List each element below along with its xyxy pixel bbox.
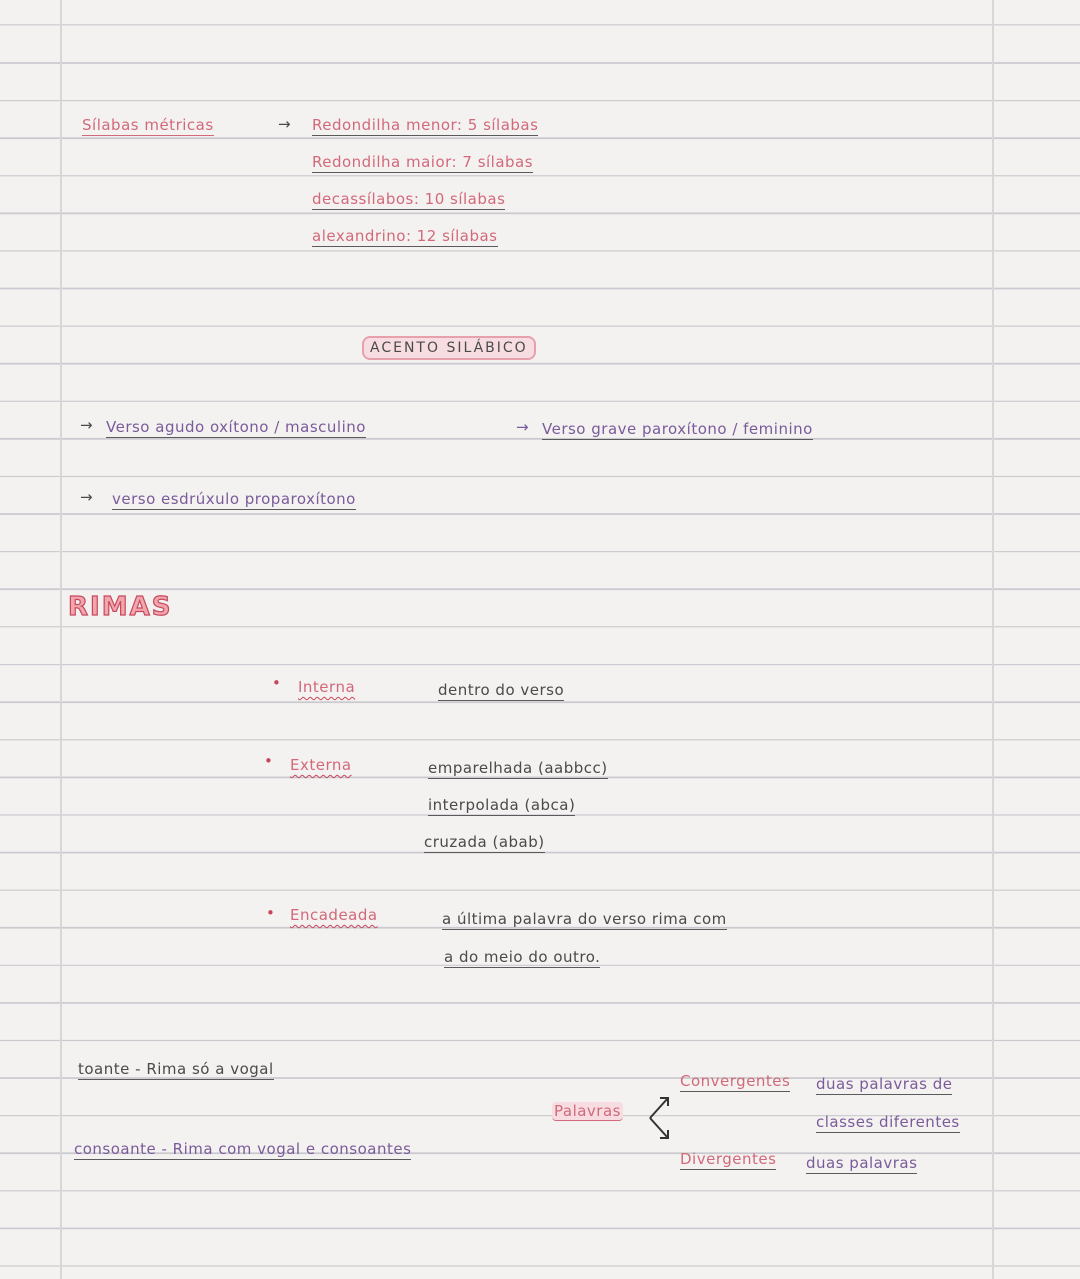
rimas-heading: RIMAS	[68, 592, 173, 622]
verse-grave: Verso grave paroxítono / feminino	[542, 420, 813, 438]
metric-item-3: decassílabos: 10 sílabas	[312, 190, 506, 208]
rima-externa-type-2: interpolada (abca)	[428, 796, 576, 814]
fork-arrows-icon	[646, 1090, 676, 1146]
page-margin-line-right	[992, 0, 994, 1279]
arrow-right-icon: →	[80, 488, 94, 506]
verse-agudo: Verso agudo oxítono / masculino	[106, 418, 366, 436]
palavras-label: Palavras	[554, 1102, 621, 1120]
divergentes-term: Divergentes	[680, 1150, 777, 1168]
metric-syllables-label: Sílabas métricas	[82, 116, 214, 134]
accent-title-box	[362, 336, 536, 360]
rima-interna-label: Interna	[298, 678, 356, 696]
rima-toante: toante - Rima só a vogal	[78, 1060, 274, 1078]
arrow-right-icon: →	[80, 416, 94, 434]
arrow-right-icon: →	[278, 115, 292, 133]
rima-externa-label: Externa	[290, 756, 352, 774]
metric-item-2: Redondilha maior: 7 sílabas	[312, 153, 534, 171]
verse-esdruxulo: verso esdrúxulo proparoxítono	[112, 490, 356, 508]
rima-interna-desc: dentro do verso	[438, 681, 565, 699]
rima-encadeada-desc-2: a do meio do outro.	[444, 948, 601, 966]
rima-externa-type-1: emparelhada (aabbcc)	[428, 759, 608, 777]
rima-encadeada-label: Encadeada	[290, 906, 378, 924]
metric-item-4: alexandrino: 12 sílabas	[312, 227, 498, 245]
arrow-right-icon: →	[516, 418, 530, 436]
convergentes-term: Convergentes	[680, 1072, 791, 1090]
rima-externa-type-3: cruzada (abab)	[424, 833, 545, 851]
rima-consoante: consoante - Rima com vogal e consoantes	[74, 1140, 412, 1158]
bullet-dot-icon: •	[266, 904, 276, 922]
convergentes-desc-2: classes diferentes	[816, 1113, 960, 1131]
convergentes-desc-1: duas palavras de	[816, 1075, 953, 1093]
accent-title: ACENTO SILÁBICO	[370, 340, 528, 356]
divergentes-desc: duas palavras	[806, 1154, 918, 1172]
bullet-dot-icon: •	[264, 752, 274, 770]
rima-encadeada-desc-1: a última palavra do verso rima com	[442, 910, 727, 928]
bullet-dot-icon: •	[272, 674, 282, 692]
metric-item-1: Redondilha menor: 5 sílabas	[312, 116, 539, 134]
page-margin-line-left	[60, 0, 62, 1279]
